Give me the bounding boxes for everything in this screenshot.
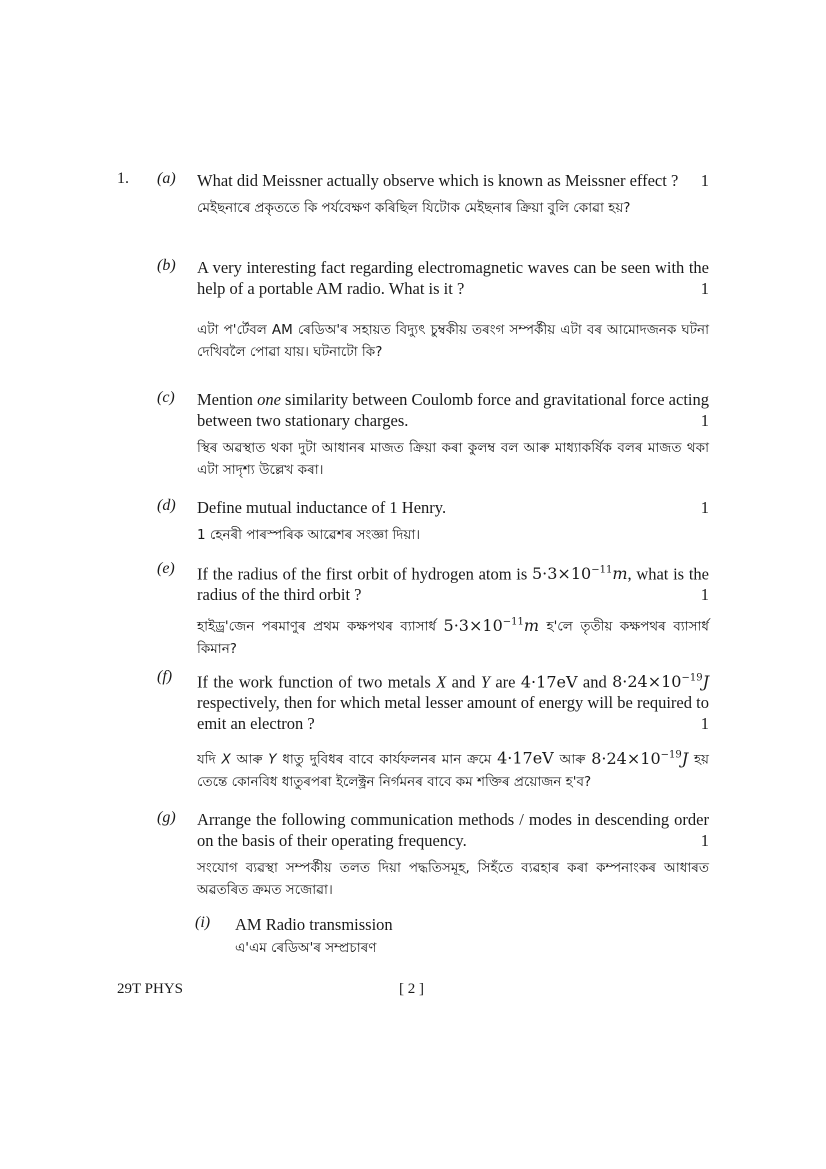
part-a-question: What did Meissner actually observe which is known as Meissner effect ? <box>197 171 679 190</box>
part-g-sub-i-assamese: এ'এম ৰেডিঅ'ৰ সম্প্ৰচাৰণ <box>235 940 377 956</box>
part-a <box>157 170 709 219</box>
part-e-math-exp: −11 <box>591 565 613 576</box>
part-g-assamese: সংযোগ ব্যৱস্থা সম্পৰ্কীয় তলত দিয়া পদ্ধতিসমূহ, সিহঁতে ব্যৱহাৰ কৰা কম্পনাংকৰ আধাৰত অৱতৰিত ক্ৰমত সজোৱা। <box>197 860 709 898</box>
footer-page-number: [ 2 ] <box>399 981 424 997</box>
part-c <box>157 389 709 481</box>
part-c-label: (c) <box>157 389 175 406</box>
part-f-text-5: respectively, then for which metal lesser amount of energy will be required to emit an electron ? <box>197 693 709 734</box>
part-f-assamese-5: হয় তেন্তে কোনবিধ ধাতুৰপৰা ইলেক্ট্ৰন নিৰ্গমনৰ বাবে কম শক্তিৰ প্ৰয়োজন হ'ব? <box>197 751 709 790</box>
part-e-assamese-math-unit: m <box>523 615 540 635</box>
part-e-text <box>197 560 709 605</box>
part-g-sub-i-label: (i) <box>195 914 211 931</box>
part-e-marks: 1 <box>700 585 709 605</box>
part-e-math <box>532 564 628 583</box>
part-f-assamese-math-2-base: 8·24×10 <box>591 748 661 768</box>
part-e <box>157 560 709 660</box>
part-f-var-y: Y <box>480 672 490 692</box>
part-c-marks: 1 <box>700 411 709 430</box>
part-f-text <box>197 668 709 734</box>
footer-paper-code: 29T PHYS <box>117 981 183 997</box>
part-d-marks: 1 <box>700 498 709 517</box>
part-e-text-1: If the radius of the first orbit of hydrogen atom is <box>197 564 532 584</box>
part-f-math-2-exp: −19 <box>681 673 703 684</box>
part-d-label: (d) <box>157 497 176 514</box>
part-e-assamese <box>197 611 709 659</box>
part-g-label: (g) <box>157 809 176 826</box>
part-g-question: Arrange the following communication methods / modes in descending order on the basis of their operating frequency. <box>197 810 709 850</box>
part-e-assamese-math-exp: −11 <box>502 616 524 628</box>
part-g-text <box>197 809 709 851</box>
part-f-assamese-1: যদি <box>197 751 222 768</box>
part-f-assamese-var-y: Y <box>268 751 277 768</box>
part-b-text <box>197 257 709 299</box>
part-e-assamese-math-base: 5·3×10 <box>443 615 503 635</box>
part-g-sub-i <box>195 914 695 959</box>
part-c-assamese: স্থিৰ অৱস্থাত থকা দুটা আধানৰ মাজত ক্ৰিয়া কৰা কুলম্ব বল আৰু মাধ্যাকৰ্ষিক বলৰ মাজত থকা এটা সাদৃশ্য উল্লেখ কৰা। <box>197 440 709 478</box>
part-d-text <box>197 497 709 518</box>
part-d <box>157 497 709 546</box>
part-e-math-base: 5·3×10 <box>531 564 592 584</box>
part-f-math-2-base: 8·24×10 <box>612 672 682 692</box>
part-a-label: (a) <box>157 170 176 187</box>
part-b-question: A very interesting fact regarding electromagnetic waves can be seen with the help of a portable AM radio. What is it ? <box>197 258 709 298</box>
part-f-assamese-3: ধাতু দুবিধৰ বাবে কাৰ্যফলনৰ মান ক্ৰমে <box>276 751 498 768</box>
part-e-math-unit: m <box>612 564 628 584</box>
part-c-text-1: Mention <box>197 390 258 409</box>
part-b-assamese: এটা প'ৰ্টেবল AM ৰেডিঅ'ৰ সহায়ত বিদ্যুৎ চুম্বকীয় তৰংগ সম্পৰ্কীয় এটা বৰ আমোদজনক ঘটনা দেখিবলৈ পোৱা যায়। ঘটনাটো কি? <box>197 322 709 360</box>
part-f-math-2-unit: J <box>702 672 710 692</box>
part-f-text-1: If the work function of two metals <box>197 672 437 692</box>
part-f-marks: 1 <box>700 714 709 734</box>
part-c-emphasis: one <box>257 390 281 409</box>
part-c-text <box>197 389 709 431</box>
part-f-assamese-math-2 <box>591 749 688 768</box>
part-f-text-2: and <box>446 672 481 692</box>
part-c-text-2: similarity between Coulomb force and gravitational force acting between two stationary charges. <box>197 390 709 430</box>
part-b-label: (b) <box>157 257 176 274</box>
part-f-var-x: X <box>436 672 447 692</box>
part-g <box>157 809 709 901</box>
part-a-text <box>197 170 709 191</box>
part-d-assamese: 1 হেনৰী পাৰস্পৰিক আৱেশৰ সংজ্ঞা দিয়া। <box>197 527 421 543</box>
part-f-assamese-4: আৰু <box>553 751 592 768</box>
question-number: 1. <box>117 170 129 187</box>
part-f-text-3: are <box>490 672 521 692</box>
part-f-assamese-math-1: 4·17eV <box>497 748 554 768</box>
part-e-text-2: , what is the radius of the third orbit ? <box>197 564 709 605</box>
part-e-assamese-2: হ'লে তৃতীয় কক্ষপথৰ ব্যাসাৰ্ধ কিমান? <box>197 618 709 657</box>
part-e-assamese-math <box>444 616 540 635</box>
part-f-assamese-math-2-exp: −19 <box>660 749 682 761</box>
part-a-marks: 1 <box>700 171 709 190</box>
part-f-assamese-var-x: X <box>221 751 231 768</box>
part-f-math-2 <box>612 672 709 691</box>
part-f-assamese-math-2-unit: J <box>681 748 689 768</box>
part-e-assamese-1: হাইড্ৰ'জেন পৰমাণুৰ প্ৰথম কক্ষপথৰ ব্যাসাৰ্ধ <box>197 618 444 635</box>
part-f <box>157 668 709 793</box>
part-b <box>157 257 709 363</box>
part-d-question: Define mutual inductance of 1 Henry. <box>197 498 447 517</box>
part-g-marks: 1 <box>700 831 709 850</box>
part-a-assamese: মেইছনাৰে প্ৰকৃততে কি পৰ্যবেক্ষণ কৰিছিল যিটোক মেইছনাৰ ক্ৰিয়া বুলি কোৱা হয়? <box>197 200 631 216</box>
part-g-sub-i-text: AM Radio transmission <box>235 915 393 934</box>
part-b-marks: 1 <box>700 279 709 298</box>
part-f-text-4: and <box>577 672 613 692</box>
part-f-assamese-2: আৰু <box>230 751 269 768</box>
part-f-math-1: 4·17eV <box>520 672 578 692</box>
part-f-label: (f) <box>157 668 173 685</box>
part-f-assamese <box>197 744 709 792</box>
part-e-label: (e) <box>157 560 175 577</box>
